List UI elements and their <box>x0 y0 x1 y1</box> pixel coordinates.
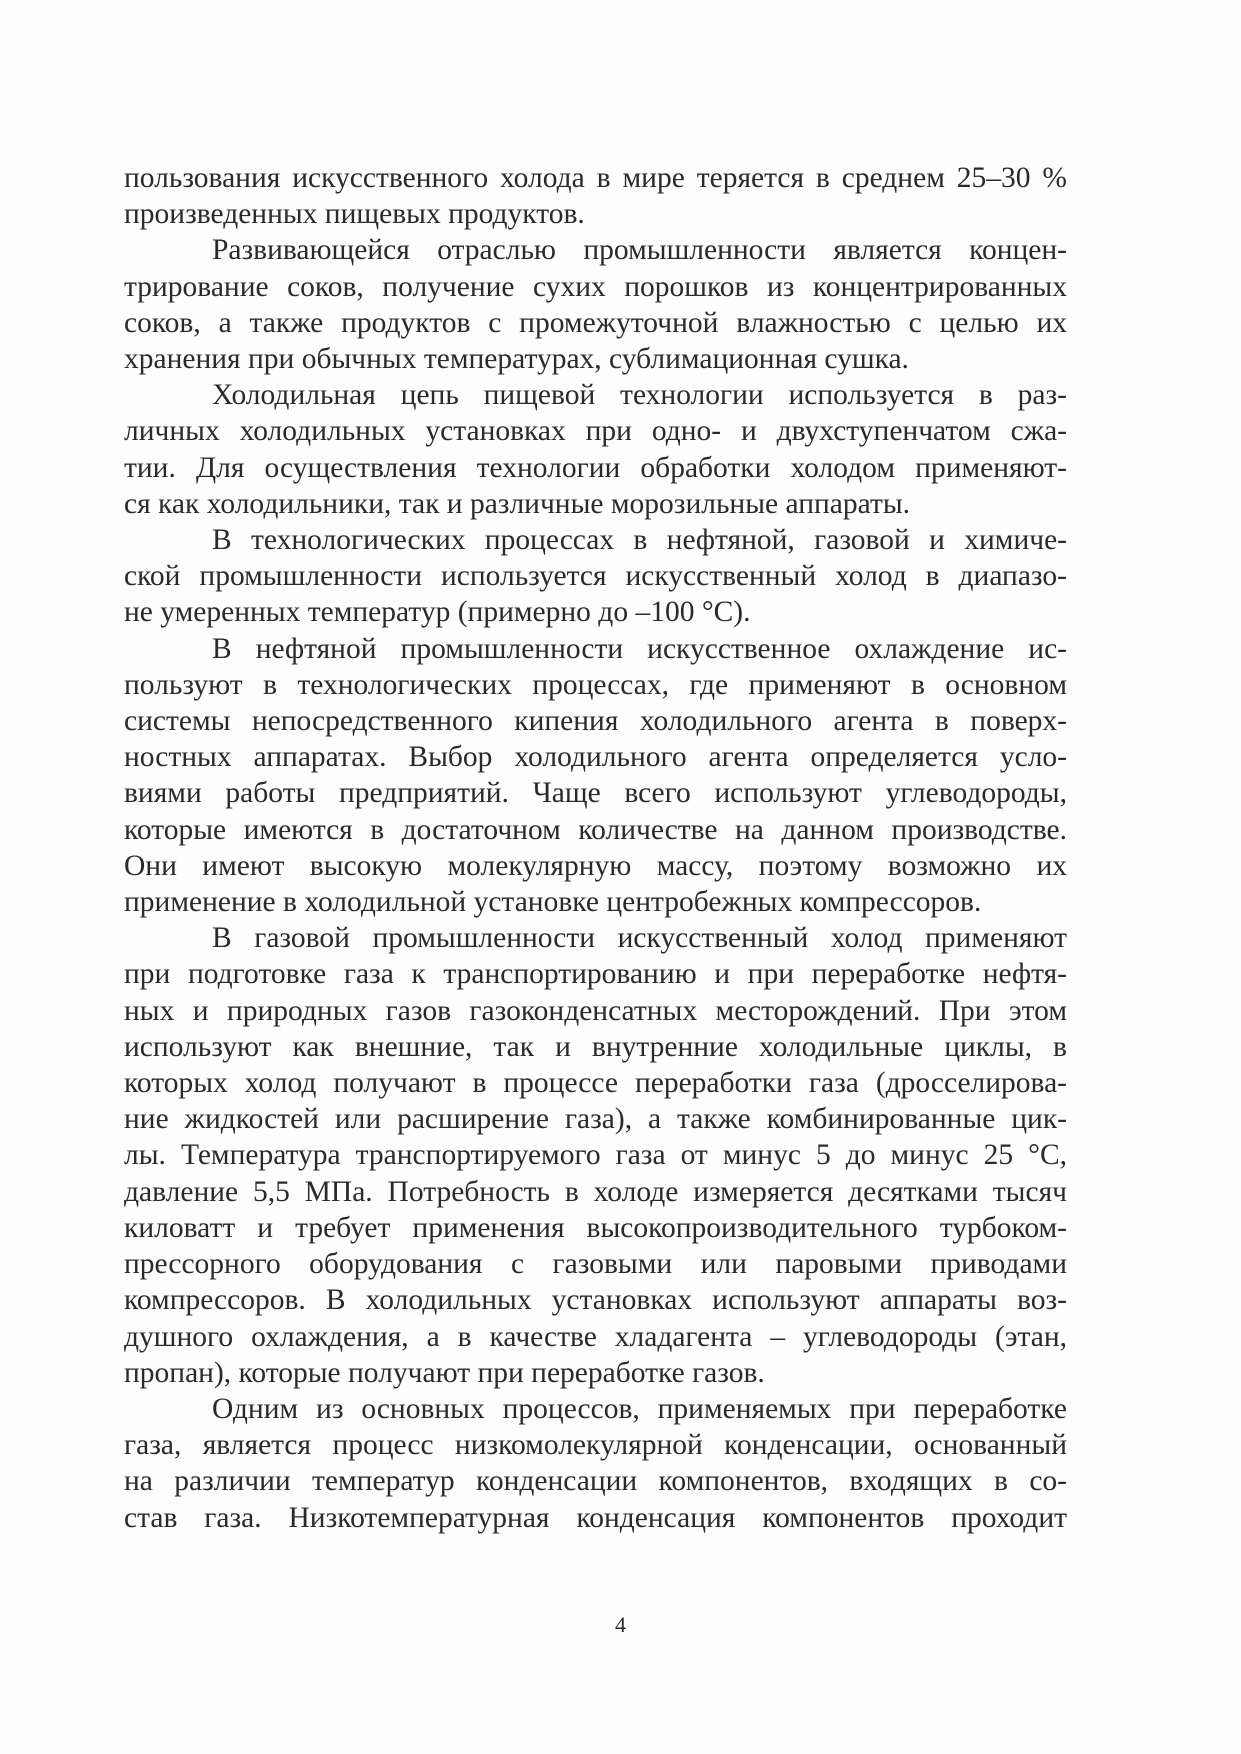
text-line: Они имеют высокую молекулярную массу, поэтому возможно их <box>124 849 1067 882</box>
text-line: В технологических процессах в нефтяной, газовой и химиче- <box>212 524 1067 557</box>
text-line: Холодильная цепь пищевой технологии используется в раз- <box>212 379 1067 412</box>
text-line: киловатт и требует применения высокопроизводительного турбоком- <box>124 1211 1067 1244</box>
text-line: пропан), которые получают при переработке газов. <box>124 1356 765 1389</box>
text-line: системы непосредственного кипения холодильного агента в поверх- <box>124 705 1067 738</box>
text-line: пользования искусственного холода в мире теряется в среднем 25–30 % <box>124 162 1067 194</box>
text-line: ся как холодильники, так и различные морозильные аппараты. <box>124 487 911 520</box>
body-text <box>124 160 1067 1536</box>
text-line: при подготовке газа к транспортированию и при переработке нефтя- <box>124 958 1067 991</box>
text-line: Одним из основных процессов, применяемых при переработке <box>212 1392 1067 1425</box>
text-line: став газа. Низкотемпературная конденсация компонентов проходит <box>124 1501 1067 1534</box>
text-line: компрессоров. В холодильных установках используют аппараты воз- <box>124 1284 1067 1317</box>
text-line: используют как внешние, так и внутренние холодильные циклы, в <box>124 1030 1067 1063</box>
text-line: газа, является процесс низкомолекулярной конденсации, основанный <box>124 1429 1067 1462</box>
text-line: Развивающейся отраслью промышленности является концен- <box>212 234 1067 267</box>
text-line: ние жидкостей или расширение газа), а также комбинированные цик- <box>124 1103 1067 1136</box>
text-line: которые имеются в достаточном количестве на данном производстве. <box>124 813 1067 846</box>
text-line: тии. Для осуществления технологии обработки холодом применяют- <box>124 451 1067 484</box>
text-line: на различии температур конденсации компонентов, входящих в со- <box>124 1465 1067 1498</box>
text-line: хранения при обычных температурах, сублимационная сушка. <box>124 343 909 376</box>
text-line: личных холодильных установках при одно- и двухступенчатом сжа- <box>124 415 1067 448</box>
text-line: ностных аппаратах. Выбор холодильного агента определяется усло- <box>124 741 1067 774</box>
text-line: применение в холодильной установке центробежных компрессоров. <box>124 886 982 919</box>
page-number: 4 <box>615 1612 626 1637</box>
text-line: не умеренных температур (примерно до –100 °С). <box>124 596 751 629</box>
text-line: ской промышленности используется искусственный холод в диапазо- <box>124 560 1067 593</box>
text-line: виями работы предприятий. Чаще всего используют углеводороды, <box>124 777 1067 810</box>
text-line: трирование соков, получение сухих порошков из концентрированных <box>124 270 1067 303</box>
text-line: В газовой промышленности искусственный холод применяют <box>212 922 1067 955</box>
text-line: произведенных пищевых продуктов. <box>124 198 585 231</box>
text-line: ных и природных газов газоконденсатных месторождений. При этом <box>124 994 1067 1027</box>
text-line: прессорного оборудования с газовыми или паровыми приводами <box>124 1248 1067 1281</box>
text-line: давление 5,5 МПа. Потребность в холоде измеряется десятками тысяч <box>124 1175 1067 1208</box>
text-line: которых холод получают в процессе переработки газа (дросселирова- <box>124 1067 1067 1100</box>
text-line: соков, а также продуктов с промежуточной влажностью с целью их <box>124 306 1067 339</box>
text-line: пользуют в технологических процессах, где применяют в основном <box>124 668 1067 701</box>
text-line: В нефтяной промышленности искусственное охлаждение ис- <box>212 632 1067 665</box>
text-line: душного охлаждения, а в качестве хладагента – углеводороды (этан, <box>124 1320 1067 1353</box>
text-line: лы. Температура транспортируемого газа от минус 5 до минус 25 °С, <box>124 1139 1067 1172</box>
